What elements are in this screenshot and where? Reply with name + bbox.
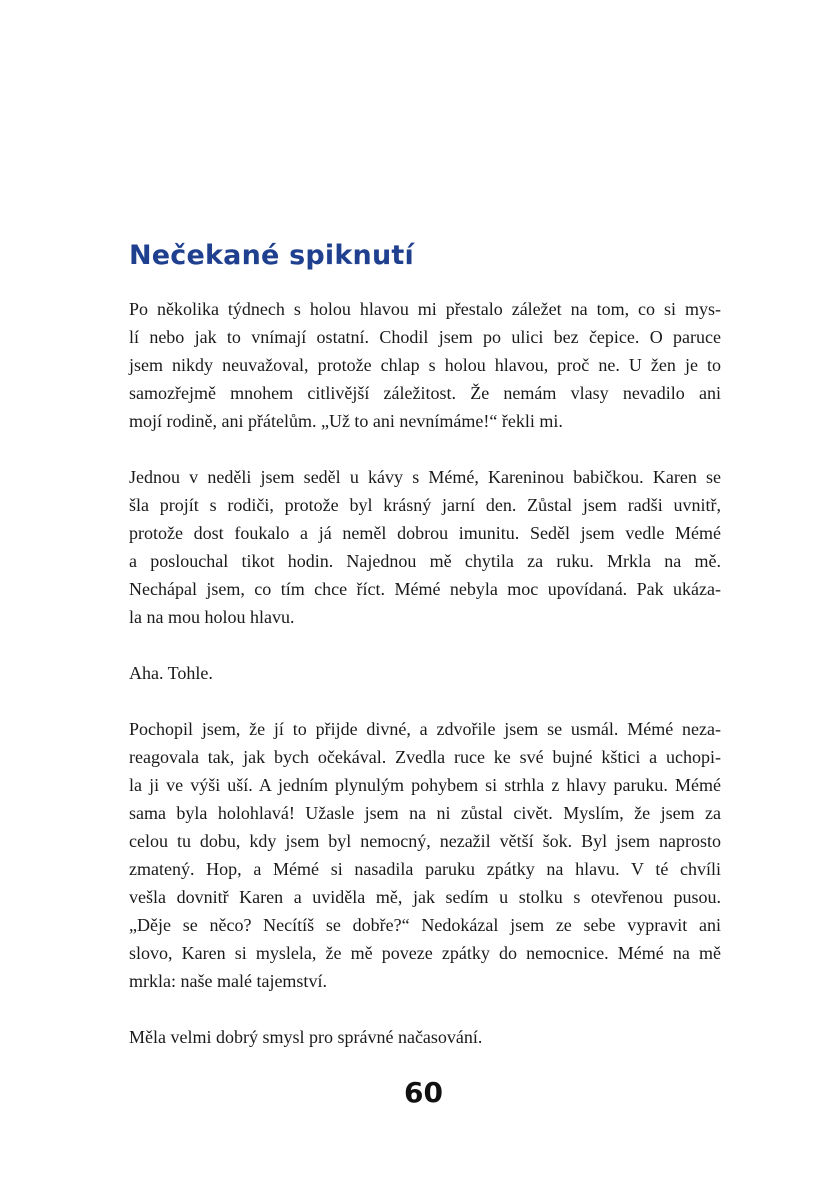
paragraph [129, 295, 721, 435]
text-line: la na mou holou hlavu. [129, 607, 295, 627]
text-line: mrkla: naše malé tajemství. [129, 971, 327, 991]
text-line: la ji ve výši uší. A jedním plynulým pohybem si strhla z hlavy paruku. Mémé [129, 775, 721, 795]
chapter-body [129, 295, 721, 1051]
paragraph [129, 715, 721, 995]
text-line: lí nebo jak to vnímají ostatní. Chodil jsem po ulici bez čepice. O paruce [129, 327, 721, 347]
text-line: Po několika týdnech s holou hlavou mi přestalo záležet na tom, co si mys- [129, 299, 721, 319]
text-line: protože dost foukalo a já neměl dobrou imunitu. Seděl jsem vedle Mémé [129, 523, 721, 543]
text-line: Pochopil jsem, že jí to přijde divné, a zdvořile jsem se usmál. Mémé neza- [129, 719, 721, 739]
paragraph [129, 659, 721, 687]
text-line: slovo, Karen si myslela, že mě poveze zpátky do nemocnice. Mémé na mě [129, 943, 721, 963]
text-line: Jednou v neděli jsem seděl u kávy s Mémé, Kareninou babičkou. Karen se [129, 467, 721, 487]
text-line: a poslouchal tikot hodin. Najednou mě chytila za ruku. Mrkla na mě. [129, 551, 721, 571]
text-line: sama byla holohlavá! Užasle jsem na ni zůstal civět. Myslím, že jsem za [129, 803, 721, 823]
text-line: reagovala tak, jak bych očekával. Zvedla ruce ke své bujné kštici a uchopi- [129, 747, 721, 767]
text-line: „Děje se něco? Necítíš se dobře?“ Nedokázal jsem ze sebe vypravit ani [129, 915, 721, 935]
text-line: celou tu dobu, kdy jsem byl nemocný, nezažil větší šok. Byl jsem naprosto [129, 831, 721, 851]
paragraph [129, 463, 721, 631]
text-line: zmatený. Hop, a Mémé si nasadila paruku zpátky na hlavu. V té chvíli [129, 859, 721, 879]
text-line: Aha. Tohle. [129, 663, 213, 683]
text-line: mojí rodině, ani přátelům. „Už to ani nevnímáme!“ řekli mi. [129, 411, 563, 431]
text-line: samozřejmě mnohem citlivější záležitost. Že nemám vlasy nevadilo ani [129, 383, 721, 403]
text-line: Nechápal jsem, co tím chce říct. Mémé nebyla moc upovídaná. Pak ukáza- [129, 579, 721, 599]
page-number: 60 [404, 1076, 443, 1109]
text-line: Měla velmi dobrý smysl pro správné načasování. [129, 1027, 483, 1047]
chapter-title: Nečekané spiknutí [129, 240, 414, 271]
text-line: vešla dovnitř Karen a uviděla mě, jak sedím u stolku s otevřenou pusou. [129, 887, 721, 907]
paragraph [129, 1023, 721, 1051]
text-line: jsem nikdy neuvažoval, protože chlap s holou hlavou, proč ne. U žen je to [129, 355, 721, 375]
text-line: šla projít s rodiči, protože byl krásný jarní den. Zůstal jsem radši uvnitř, [129, 495, 721, 515]
